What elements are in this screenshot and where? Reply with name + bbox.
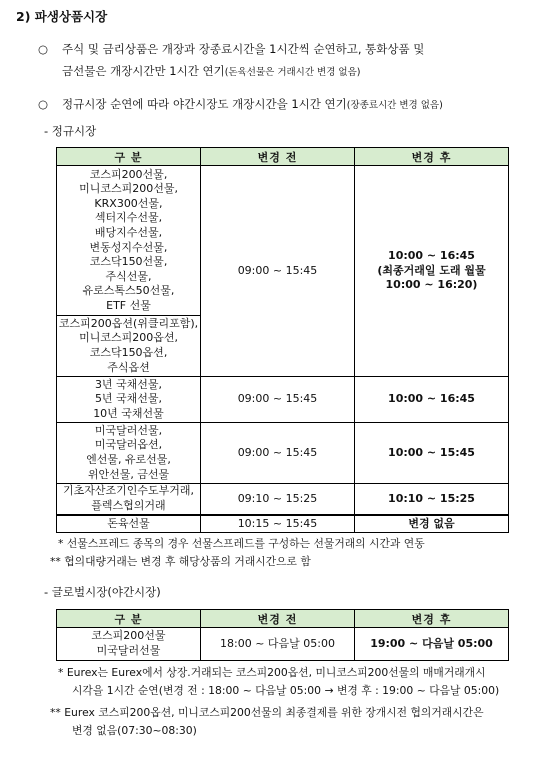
before-cell: 18:00 ~ 다음날 05:00 <box>201 628 355 661</box>
before-cell-merged: 09:00 ~ 15:45 <box>201 166 355 377</box>
category-line: 섹터지수선물, <box>94 211 163 225</box>
category-line: 코스닥150옵션, <box>89 346 168 359</box>
footnote-mark: ** <box>50 555 61 568</box>
category-line: 유로스톡스50선물, <box>82 284 175 298</box>
col-header-after: 변경 후 <box>355 610 509 628</box>
category-line: 코스닥150선물, <box>89 255 168 269</box>
after-cell: 10:00 ~ 15:45 <box>355 423 509 484</box>
global-footnote-1-line-2: 시각을 1시간 순연(변경 전 : 18:00 ~ 다음날 05:00 → 변경 후 : 19:00 ~ 다음날 05:00) <box>72 684 500 697</box>
table-row <box>57 377 509 423</box>
after-cell: 10:10 ~ 15:25 <box>355 484 509 516</box>
global-footnote-2-line-1 <box>50 705 484 721</box>
category-cell-bond-futures <box>57 377 201 423</box>
category-cell-global <box>57 628 201 661</box>
category-line: 코스피200선물, <box>89 167 168 181</box>
category-line: ETF 선물 <box>106 298 151 312</box>
table-row <box>57 515 509 533</box>
after-line: 10:00 ~ 16:20) <box>385 278 478 292</box>
after-cell: 변경 없음 <box>355 515 509 533</box>
bullet-2-line-1 <box>62 93 532 117</box>
category-line: 코스피200선물 <box>91 629 166 643</box>
after-line: (최종거래일 도래 월물 <box>377 263 486 277</box>
after-cell-merged <box>355 166 509 377</box>
footnote-mark: * <box>58 666 64 679</box>
category-cell-currency <box>57 423 201 484</box>
category-line: 기초자산조기인수도부거래, <box>62 484 194 498</box>
category-line: 배당지수선물, <box>94 225 163 239</box>
footnote-mark: * <box>58 537 64 550</box>
footnote-text: 선물스프레드 종목의 경우 선물스프레드를 구성하는 선물거래의 시간과 연동 <box>66 537 425 550</box>
bullet-2-line-1-note: (장종료시간 변경 없음) <box>346 100 443 111</box>
table-row <box>57 628 509 661</box>
category-line: 미국달러옵션, <box>94 438 163 452</box>
table-row <box>57 166 509 316</box>
category-line: 주식옵션 <box>107 360 150 374</box>
regular-market-table <box>56 147 509 533</box>
category-line: 플렉스협의거래 <box>91 499 166 512</box>
footnote-1 <box>58 536 425 552</box>
category-line: 엔선물, 유로선물, <box>86 453 171 466</box>
section-heading: 2) 파생상품시장 <box>16 9 108 24</box>
table-header-row <box>57 610 509 628</box>
footnote-mark: ** <box>50 706 61 719</box>
category-cell-equity-futures <box>57 166 201 316</box>
footnote-text: 협의대량거래는 변경 후 해당상품의 거래시간으로 함 <box>64 555 311 568</box>
before-cell: 10:15 ~ 15:45 <box>201 515 355 533</box>
table-header-row <box>57 148 509 166</box>
circle-bullet-icon: ○ <box>38 42 49 56</box>
bullet-2-line-1-main: 정규시장 순연에 따라 야간시장도 개장시간을 1시간 연기 <box>62 97 347 111</box>
footnote-2 <box>50 554 311 570</box>
after-line: 10:00 ~ 16:45 <box>388 249 475 263</box>
global-footnote-2-line-2: 변경 없음(07:30~08:30) <box>72 724 197 737</box>
footnote-text: Eurex는 Eurex에서 상장.거래되는 코스피200옵션, 미니코스피200선물의 매매거래개시 <box>66 666 486 679</box>
category-line: 10년 국채선물 <box>93 406 164 420</box>
bullet-1-line-2 <box>62 60 532 84</box>
after-cell: 10:00 ~ 16:45 <box>355 377 509 423</box>
category-line: 미니코스피200선물, <box>79 182 178 196</box>
category-line: 주식선물, <box>105 269 152 283</box>
col-header-category: 구 분 <box>57 148 201 166</box>
regular-market-label: - 정규시장 <box>44 124 97 138</box>
category-cell-lean-hog: 돈육선물 <box>57 515 201 533</box>
global-market-table <box>56 609 509 661</box>
bullet-1-line-2-note: (돈육선물은 거래시간 변경 없음) <box>224 67 361 78</box>
category-line: 5년 국채선물, <box>94 392 163 406</box>
before-cell: 09:00 ~ 15:45 <box>201 377 355 423</box>
category-line: 3년 국채선물, <box>94 377 163 391</box>
bullet-1-line-2-main: 금선물은 개장시간만 1시간 연기 <box>62 64 225 78</box>
global-market-label: - 글로벌시장(야간시장) <box>44 585 161 599</box>
category-cell-equity-options <box>57 316 201 377</box>
category-line: 위안선물, 금선물 <box>87 467 170 481</box>
category-line: 미국달러선물, <box>94 423 163 437</box>
col-header-after: 변경 후 <box>355 148 509 166</box>
category-line: 코스피200옵션(위클리포함), <box>58 316 199 330</box>
category-line: 미국달러선물 <box>96 644 161 657</box>
col-header-before: 변경 전 <box>201 610 355 628</box>
global-footnote-1-line-1 <box>58 665 499 681</box>
col-header-before: 변경 전 <box>201 148 355 166</box>
table-row <box>57 423 509 484</box>
after-cell: 19:00 ~ 다음날 05:00 <box>355 628 509 661</box>
bullet-1-line-1: 주식 및 금리상품은 개장과 장종료시간을 1시간씩 순연하고, 통화상품 및 <box>62 42 425 56</box>
category-cell-efp-flex <box>57 484 201 516</box>
global-footnote-1 <box>58 665 499 699</box>
before-cell: 09:00 ~ 15:45 <box>201 423 355 484</box>
category-line: 변동성지수선물, <box>89 240 168 254</box>
footnote-text: Eurex 코스피200옵션, 미니코스피200선물의 최종결제를 위한 장개시전 협의거래시간은 <box>64 706 484 719</box>
category-line: KRX300선물, <box>94 196 163 210</box>
circle-bullet-icon: ○ <box>38 97 49 111</box>
table-row <box>57 484 509 516</box>
before-cell: 09:10 ~ 15:25 <box>201 484 355 516</box>
global-footnote-2 <box>50 705 484 739</box>
col-header-category: 구 분 <box>57 610 201 628</box>
category-line: 미니코스피200옵션, <box>79 331 178 345</box>
